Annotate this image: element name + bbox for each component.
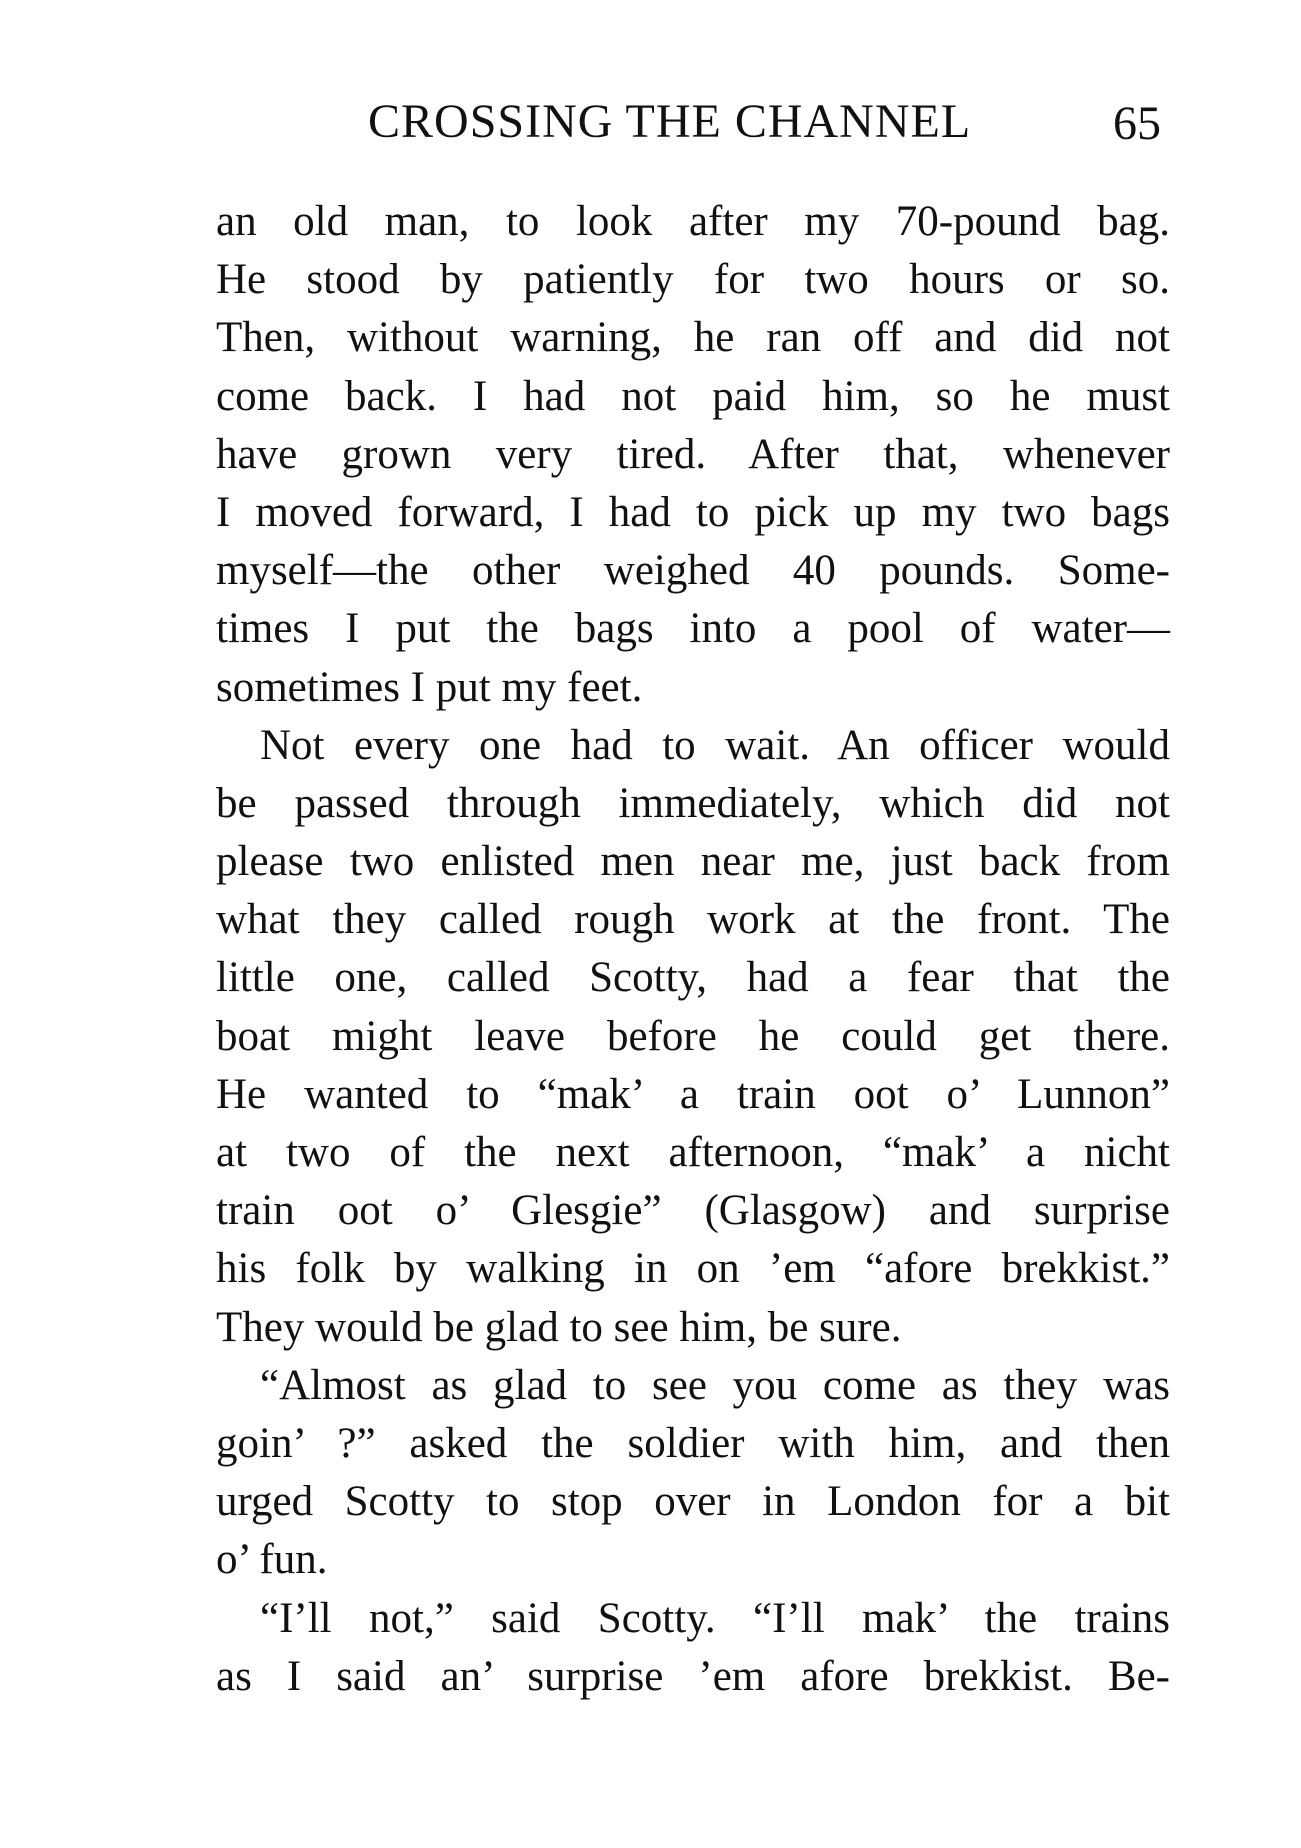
text-line: He stood by patiently for two hours or so. — [216, 256, 1170, 304]
text-line: times I put the bags into a pool of water— — [216, 605, 1170, 653]
text-line: Not every one had to wait. An officer would — [260, 721, 1170, 769]
page-number: 65 — [1113, 97, 1161, 150]
text-line: Then, without warning, he ran off and did not — [216, 314, 1170, 362]
text-line: have grown very tired. After that, whenever — [216, 430, 1170, 478]
text-line: train oot o’ Glesgie” (Glasgow) and surprise — [216, 1187, 1170, 1235]
body-text — [216, 193, 1170, 1706]
text-line: please two enlisted men near me, just back from — [216, 838, 1170, 886]
text-line: He wanted to “mak’ a train oot o’ Lunnon” — [216, 1070, 1170, 1118]
running-header-title: CROSSING THE CHANNEL — [368, 95, 972, 148]
text-line: at two of the next afternoon, “mak’ a nicht — [216, 1129, 1170, 1176]
text-line: I moved forward, I had to pick up my two bags — [216, 488, 1170, 536]
text-line: as I said an’ surprise ’em afore brekkist. Be- — [216, 1652, 1170, 1700]
text-line: boat might leave before he could get there. — [216, 1012, 1170, 1060]
text-line: little one, called Scotty, had a fear that the — [216, 954, 1170, 1002]
text-line: myself—the other weighed 40 pounds. Some- — [216, 547, 1170, 595]
text-line: what they called rough work at the front. The — [216, 896, 1170, 944]
text-line: They would be glad to see him, be sure. — [216, 1303, 902, 1351]
text-line: “I’ll not,” said Scotty. “I’ll mak’ the trains — [260, 1594, 1170, 1642]
text-line: urged Scotty to stop over in London for a bit — [216, 1478, 1170, 1526]
text-line: goin’ ?” asked the soldier with him, and then — [216, 1419, 1170, 1467]
text-line: o’ fun. — [216, 1536, 328, 1584]
text-line: sometimes I put my feet. — [216, 663, 643, 711]
text-line: “Almost as glad to see you come as they was — [260, 1361, 1170, 1409]
text-line: an old man, to look after my 70-pound bag. — [216, 198, 1170, 245]
text-line: be passed through immediately, which did not — [216, 779, 1170, 827]
text-line: his folk by walking in on ’em “afore brekkist.” — [216, 1245, 1170, 1293]
text-line: come back. I had not paid him, so he must — [216, 372, 1170, 420]
